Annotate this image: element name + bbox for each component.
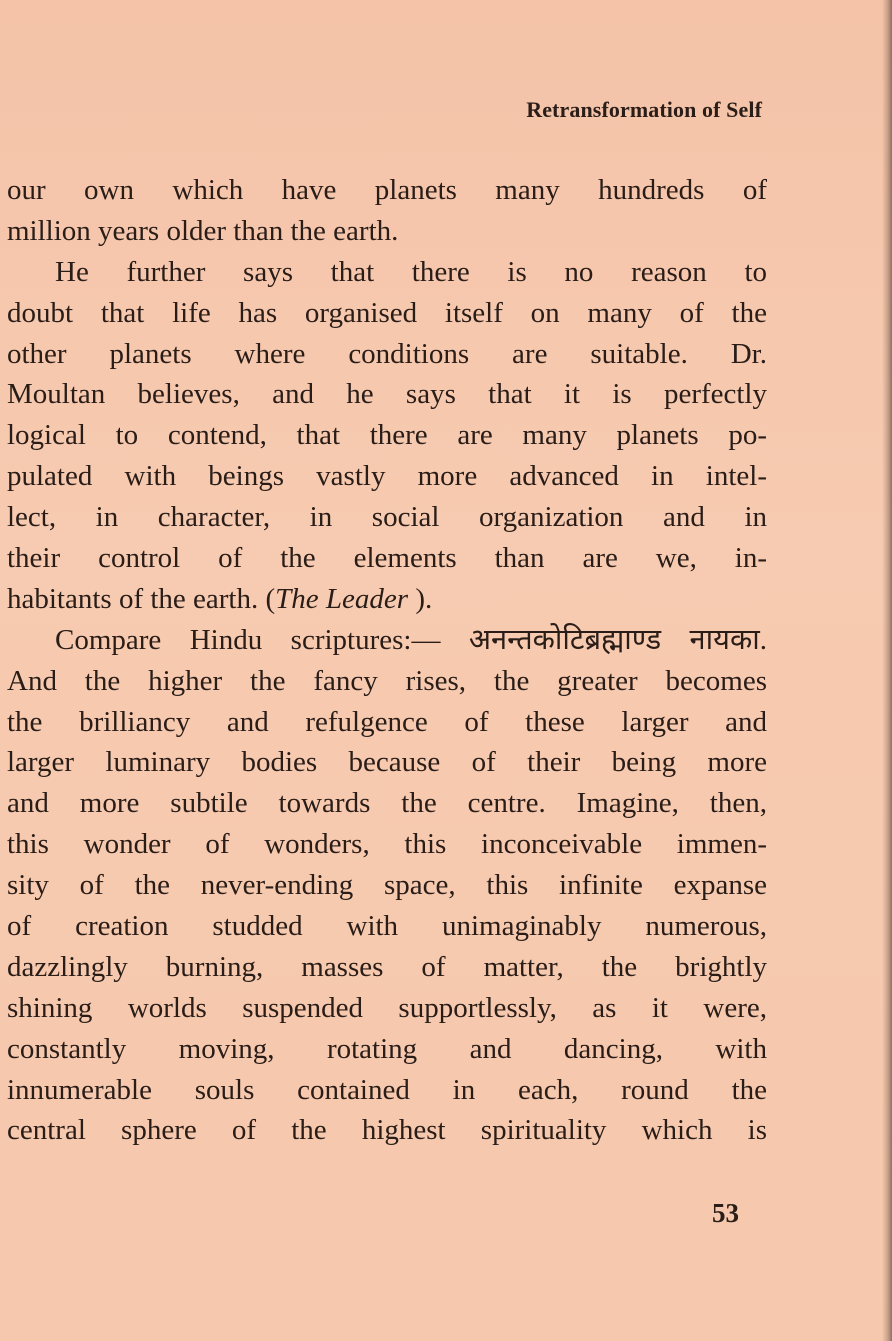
text-line: He further says that there is no reason to <box>55 255 767 288</box>
text-line: central sphere of the highest spirituality which is <box>7 1114 767 1147</box>
text-line-citation <box>7 579 767 620</box>
citation-close: ). <box>408 582 433 615</box>
text-line: shining worlds suspended supportlessly, as it were, <box>7 991 767 1024</box>
text-line: innumerable souls contained in each, round the <box>7 1073 767 1106</box>
page-number: 53 <box>712 1198 739 1228</box>
citation-lead: habitants of the earth. ( <box>7 582 276 615</box>
text-line: lect, in character, in social organization and in <box>7 501 767 534</box>
text-line: pulated with beings vastly more advanced in intel- <box>7 460 767 493</box>
text-line: constantly moving, rotating and dancing, with <box>7 1032 767 1065</box>
text-line: doubt that life has organised itself on many of the <box>7 296 767 329</box>
text-line: sity of the never-ending space, this infinite expanse <box>7 869 767 902</box>
citation-title: The Leader <box>275 582 409 615</box>
text-line: And the higher the fancy rises, the greater becomes <box>7 664 767 697</box>
text-line: and more subtile towards the centre. Imagine, then, <box>7 787 767 820</box>
text-line: million years older than the earth. <box>7 214 399 247</box>
text-line: this wonder of wonders, this inconceivable immen- <box>7 828 767 861</box>
text-line: the brilliancy and refulgence of these larger and <box>7 705 767 738</box>
body-text <box>7 170 767 1151</box>
text-line: dazzlingly burning, masses of matter, the brightly <box>7 950 767 983</box>
page-edge-shadow <box>882 0 892 1341</box>
text-line: logical to contend, that there are many planets po- <box>7 419 767 452</box>
text-line: larger luminary bodies because of their being more <box>7 746 767 779</box>
text-line: Compare Hindu scriptures:— अनन्तकोटिब्रह्माण्ड नायका. <box>55 623 767 656</box>
text-line: our own which have planets many hundreds of <box>7 174 767 206</box>
text-line: their control of the elements than are we, in- <box>7 542 767 575</box>
running-head: Retransformation of Self <box>526 97 762 122</box>
text-line: other planets where conditions are suitable. Dr. <box>7 337 767 370</box>
text-line: Moultan believes, and he says that it is perfectly <box>7 378 767 411</box>
text-line: of creation studded with unimaginably numerous, <box>7 910 767 943</box>
